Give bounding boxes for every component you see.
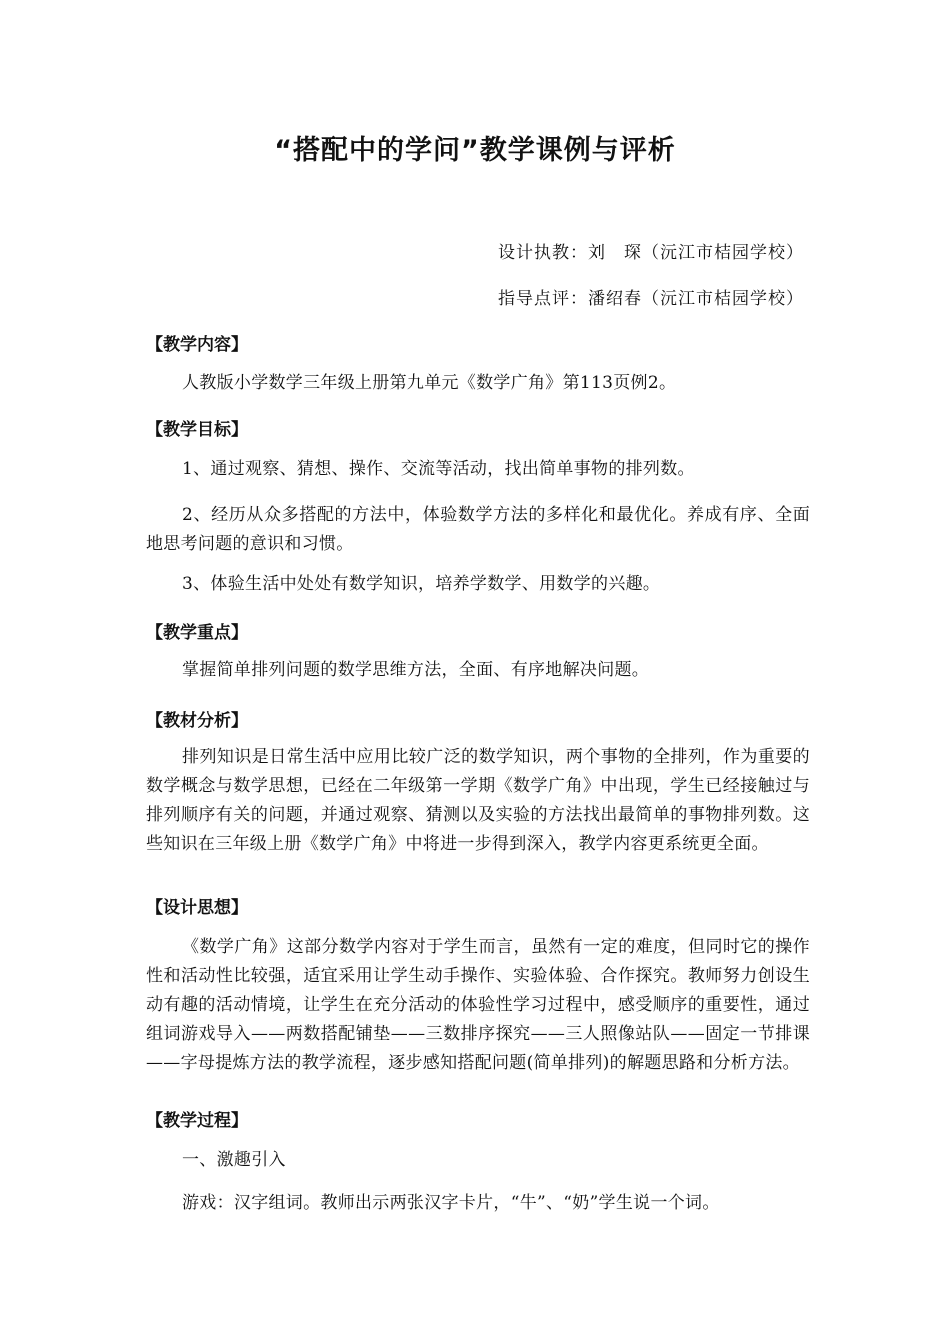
- paragraph-goal-3: 3、体验生活中处处有数学知识，培养学数学、用数学的兴趣。: [182, 574, 661, 594]
- byline-designer: 设计执教：刘 琛（沅江市桔园学校）: [498, 243, 804, 263]
- paragraph-key: 掌握简单排列问题的数学思维方法，全面、有序地解决问题。: [182, 660, 650, 680]
- paragraph-design: 《数学广角》这部分数学内容对于学生而言，虽然有一定的难度，但同时它的操作性和活动性比较强，适宜采用让学生动手操作、实验体验、合作探究。教师努力创设生动有趣的活动情境，让学生在充分活动的体验性学习过程中，感受顺序的重要性，通过组词游戏导入——两数搭配铺垫——三数排序探究——三人照像站队——固定一节排课——字母提炼方法的教学流程，逐步感知搭配问题(简单排列)的解题思路和分析方法。: [146, 937, 810, 1073]
- paragraph-analysis: 排列知识是日常生活中应用比较广泛的数学知识，两个事物的全排列，作为重要的数学概念与数学思想，已经在二年级第一学期《数学广角》中出现，学生已经接触过与排列顺序有关的问题，并通过观察、猜测以及实验的方法找出最简单的事物排列数。这些知识在三年级上册《数学广角》中将进一步得到深入，教学内容更系统更全面。: [146, 747, 810, 854]
- byline-reviewer: 指导点评：潘绍春（沅江市桔园学校）: [498, 289, 804, 309]
- paragraph-content: 人教版小学数学三年级上册第九单元《数学广角》第113页例2。: [182, 373, 677, 393]
- heading-goals: 【教学目标】: [146, 420, 248, 440]
- paragraph-process-2: 游戏：汉字组词。教师出示两张汉字卡片，“牛”、“奶”学生说一个词。: [182, 1193, 720, 1213]
- heading-key: 【教学重点】: [146, 623, 248, 643]
- heading-design: 【设计思想】: [146, 898, 248, 918]
- heading-analysis: 【教材分析】: [146, 711, 248, 731]
- paragraph-goal-2: 2、经历从众多搭配的方法中，体验数学方法的多样化和最优化。养成有序、全面地思考问题的意识和习惯。: [146, 505, 810, 554]
- document-title: “搭配中的学问”教学课例与评析: [274, 135, 676, 166]
- paragraph-goal-1: 1、通过观察、猜想、操作、交流等活动，找出简单事物的排列数。: [182, 459, 695, 479]
- paragraph-process-1: 一、激趣引入: [182, 1150, 286, 1170]
- heading-content: 【教学内容】: [146, 335, 248, 355]
- heading-process: 【教学过程】: [146, 1111, 248, 1131]
